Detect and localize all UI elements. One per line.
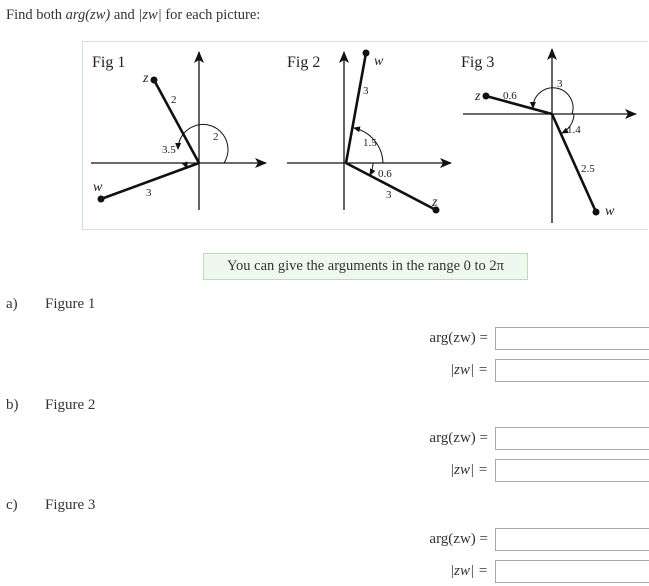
fig2-mod-z: 3 (386, 189, 392, 201)
instruction-mid: and (113, 7, 139, 23)
fig2-title: Fig 2 (287, 54, 321, 71)
question-c-title: Figure 3 (45, 497, 96, 513)
figures-diagram (83, 42, 649, 231)
question-c-arg-label: arg(zw) = (429, 531, 488, 547)
fig3-arg-w: 1.4 (567, 124, 581, 136)
fig3-w-label: w (605, 204, 615, 219)
figure-3 (461, 49, 636, 223)
question-c-arg-input[interactable] (495, 528, 649, 551)
question-b-abs-label: |zw| = (450, 462, 488, 478)
question-a-arg-input[interactable] (495, 327, 649, 350)
fig3-title: Fig 3 (461, 54, 495, 71)
question-a-abs-input[interactable] (495, 359, 649, 382)
fig2-arg-w: 1.5 (363, 137, 377, 149)
question-a-abs-label: |zw| = (450, 362, 488, 378)
fig2-z-label: z (432, 195, 438, 210)
fig3-mod-w: 2.5 (581, 163, 595, 175)
figures-panel (82, 41, 648, 230)
question-c-abs-input[interactable] (495, 560, 649, 583)
question-b-abs-input[interactable] (495, 459, 649, 482)
fig1-w-label: w (93, 180, 103, 195)
question-b-title: Figure 2 (45, 397, 96, 413)
fig1-mod-w: 3 (146, 187, 152, 199)
fig2-mod-w: 3 (363, 85, 369, 97)
instruction-abs: |zw| (138, 7, 162, 23)
question-c-letter: c) (6, 497, 18, 513)
figure-1 (91, 52, 266, 210)
figure-2 (287, 50, 451, 214)
fig2-w-label: w (374, 54, 384, 69)
range-note: You can give the arguments in the range 0 to 2π (203, 253, 528, 280)
fig1-arg-z: 2 (213, 131, 219, 143)
question-a-arg-label: arg(zw) = (429, 330, 488, 346)
instruction-text (6, 7, 260, 24)
fig1-z-label: z (143, 71, 149, 86)
question-a-letter: a) (6, 296, 18, 312)
instruction-arg: arg(zw) (65, 7, 111, 23)
fig1-arg-w: 3.5 (162, 144, 176, 156)
fig1-mod-z: 2 (171, 94, 177, 106)
fig3-arg-z: 3 (557, 78, 563, 90)
question-b-letter: b) (6, 397, 19, 413)
instruction-prefix: Find both (6, 7, 66, 23)
fig1-title: Fig 1 (92, 54, 126, 71)
fig3-mod-z: 0.6 (503, 90, 517, 102)
fig2-arg-z: 0.6 (378, 168, 392, 180)
question-b-arg-label: arg(zw) = (429, 430, 488, 446)
question-b-arg-input[interactable] (495, 427, 649, 450)
fig3-z-label: z (475, 89, 481, 104)
question-a-title: Figure 1 (45, 296, 96, 312)
instruction-suffix: for each picture: (165, 7, 261, 23)
question-c-abs-label: |zw| = (450, 563, 488, 579)
